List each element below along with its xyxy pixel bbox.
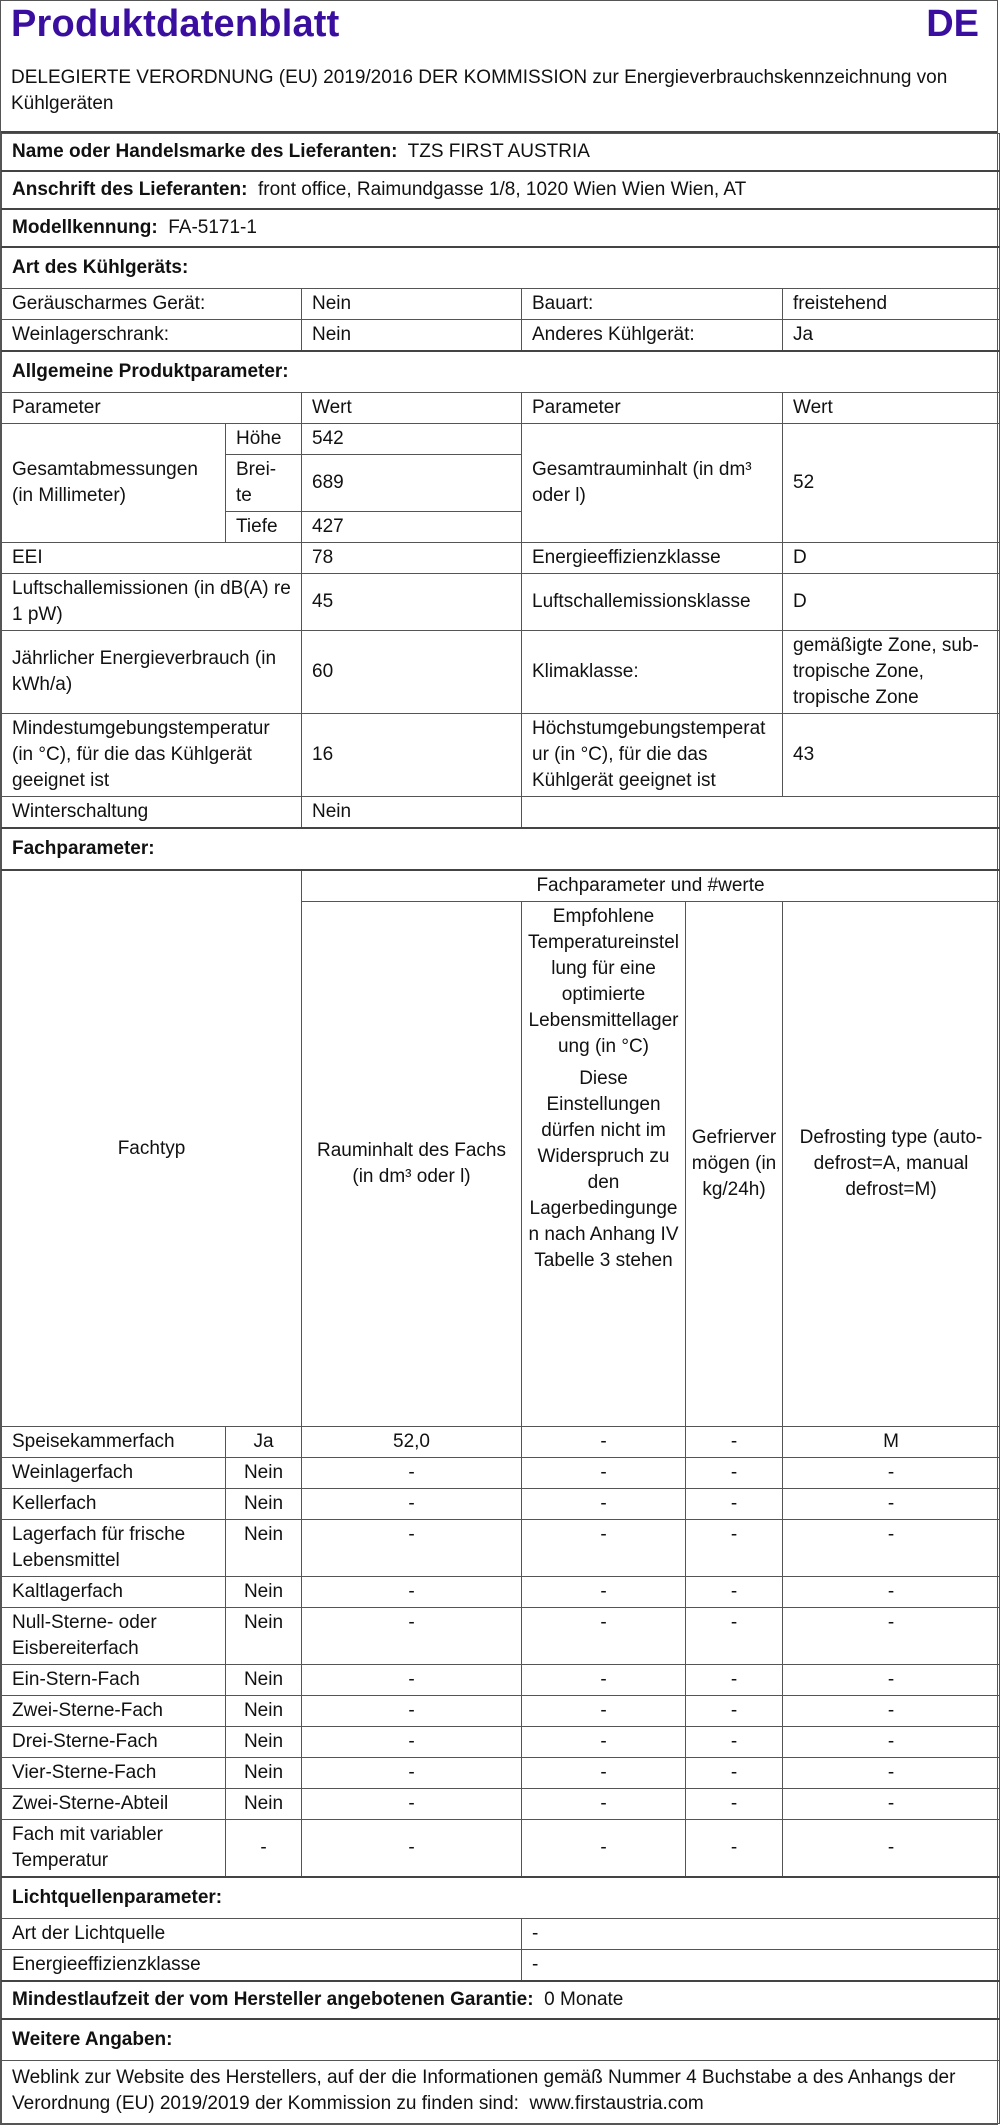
- compartment-defrost: -: [783, 1789, 1000, 1820]
- compartment-present: Nein: [226, 1520, 302, 1577]
- compartment-present: -: [226, 1820, 302, 1878]
- supplier-name-label: Name oder Handelsmarke des Lieferanten:: [12, 141, 398, 162]
- other-appliance-label: Anderes Kühlgerät:: [522, 320, 783, 352]
- compartment-name: Fach mit variabler Temperatur: [2, 1820, 226, 1878]
- dims-height-row: [2, 424, 1000, 455]
- compartment-name: Ein-Stern-Fach: [2, 1665, 226, 1696]
- compartment-present: Nein: [226, 1665, 302, 1696]
- compartment-defrost: -: [783, 1608, 1000, 1665]
- compartment-temp: -: [522, 1820, 686, 1878]
- table-row: [2, 1665, 1000, 1696]
- winter-row: [2, 797, 1000, 829]
- compartment-defrost: M: [783, 1427, 1000, 1458]
- compartment-name: Zwei-Sterne-Fach: [2, 1696, 226, 1727]
- compartment-temp: -: [522, 1427, 686, 1458]
- light-class-value: -: [522, 1950, 1000, 1982]
- compartment-present: Nein: [226, 1696, 302, 1727]
- table-row: [2, 1789, 1000, 1820]
- compartment-defrost: -: [783, 1696, 1000, 1727]
- col-value: Wert: [302, 393, 522, 424]
- wine-cabinet-label: Weinlagerschrank:: [2, 320, 302, 352]
- compartment-volume: -: [302, 1577, 522, 1608]
- compartment-temp: -: [522, 1789, 686, 1820]
- compartment-defrost: -: [783, 1520, 1000, 1577]
- dims-label: Gesamtabmessungen (in Millimeter): [2, 424, 226, 543]
- compartment-temp: -: [522, 1696, 686, 1727]
- defrost-header: Defrosting type (auto-defrost=A, manual defrost=M): [783, 902, 1000, 1427]
- compartment-temp: -: [522, 1608, 686, 1665]
- compartment-temp: -: [522, 1577, 686, 1608]
- supplier-name-value: TZS FIRST AUSTRIA: [407, 141, 590, 162]
- compartment-volume: -: [302, 1696, 522, 1727]
- winter-empty: [522, 797, 1000, 829]
- compartment-volume: -: [302, 1608, 522, 1665]
- col-value-2: Wert: [783, 393, 1000, 424]
- compartment-freeze: -: [686, 1665, 783, 1696]
- compartment-freeze: -: [686, 1608, 783, 1665]
- compartment-present: Nein: [226, 1758, 302, 1789]
- compartment-temp: -: [522, 1520, 686, 1577]
- sheet-title: Produktdatenblatt: [11, 3, 340, 45]
- compartment-volume: -: [302, 1520, 522, 1577]
- table-row: [2, 1758, 1000, 1789]
- compartment-name: Drei-Sterne-Fach: [2, 1727, 226, 1758]
- light-class-label: Energieeffizienzklasse: [2, 1950, 522, 1982]
- noiseclass-value: D: [783, 574, 1000, 631]
- compartment-present: Nein: [226, 1489, 302, 1520]
- further-title: Weitere Angaben:: [2, 2019, 1000, 2061]
- energy-row: [2, 631, 1000, 714]
- language-code: DE: [926, 3, 979, 45]
- noise-label: Luftschallemissionen (in dB(A) re 1 pW): [2, 574, 302, 631]
- general-title: Allgemeine Produktparameter:: [2, 351, 1000, 393]
- maxtemp-value: 43: [783, 714, 1000, 797]
- compartment-freeze: -: [686, 1789, 783, 1820]
- col-param-2: Parameter: [522, 393, 783, 424]
- volume-label: Gesamtrauminhalt (in dm³ oder l): [522, 424, 783, 543]
- sheet-table: [1, 133, 1000, 2124]
- supplier-address-label: Anschrift des Lieferanten:: [12, 179, 248, 200]
- supplier-name-row: [2, 134, 1000, 172]
- manufacturer-weblink[interactable]: www.firstaustria.com: [529, 2093, 704, 2114]
- compartment-freeze: -: [686, 1458, 783, 1489]
- compartment-freeze: -: [686, 1577, 783, 1608]
- eclass-label: Energieeffizienzklasse: [522, 543, 783, 574]
- climate-value: gemäßigte Zone, sub-tropische Zone, tropische Zone: [783, 631, 1000, 714]
- temperature-row: [2, 714, 1000, 797]
- table-row: [2, 1727, 1000, 1758]
- compartment-volume: -: [302, 1758, 522, 1789]
- compartment-defrost: -: [783, 1489, 1000, 1520]
- light-class-row: [2, 1950, 1000, 1982]
- compartment-defrost: -: [783, 1665, 1000, 1696]
- compartment-defrost: -: [783, 1458, 1000, 1489]
- compartments-group-header: Fachparameter und #werte: [302, 870, 1000, 902]
- table-row: [2, 1577, 1000, 1608]
- energy-value: 60: [302, 631, 522, 714]
- light-title: Lichtquellenparameter:: [2, 1877, 1000, 1919]
- warranty-value: 0 Monate: [544, 1989, 624, 2010]
- energy-label: Jährlicher Energieverbrauch (in kWh/a): [2, 631, 302, 714]
- compartment-freeze: -: [686, 1427, 783, 1458]
- compartment-name: Lagerfach für frische Lebensmittel: [2, 1520, 226, 1577]
- compartment-name: Zwei-Sterne-Abteil: [2, 1789, 226, 1820]
- model-value: FA-5171-1: [168, 217, 257, 238]
- table-row: [2, 1427, 1000, 1458]
- mintemp-value: 16: [302, 714, 522, 797]
- volume-header: Rauminhalt des Fachs (in dm³ oder l): [302, 902, 522, 1427]
- further-title-row: [2, 2019, 1000, 2061]
- compartment-temp: -: [522, 1458, 686, 1489]
- compartment-defrost: -: [783, 1758, 1000, 1789]
- wine-cabinet-value: Nein: [302, 320, 522, 352]
- compartment-defrost: -: [783, 1727, 1000, 1758]
- compartment-temp: -: [522, 1727, 686, 1758]
- model-row: [2, 209, 1000, 247]
- compartments-group-header-row: [2, 870, 1000, 902]
- table-row: [2, 1520, 1000, 1577]
- col-param: Parameter: [2, 393, 302, 424]
- compartments-title: Fachparameter:: [2, 828, 1000, 870]
- compartments-title-row: [2, 828, 1000, 870]
- light-type-label: Art der Lichtquelle: [2, 1919, 522, 1950]
- low-noise-label: Geräuscharmes Gerät:: [2, 289, 302, 320]
- model-label: Modellkennung:: [12, 217, 158, 238]
- depth-label: Tiefe: [226, 512, 302, 543]
- further-text-row: [2, 2061, 1000, 2124]
- height-value: 542: [302, 424, 522, 455]
- further-text: Weblink zur Website des Herstellers, auf der die Informationen gemäß Nummer 4 Buchstabe a des Anhangs der Verordnung (EU) 2019/2019 der Kommission zu finden sind:: [12, 2067, 956, 2114]
- light-type-value: -: [522, 1919, 1000, 1950]
- compartment-freeze: -: [686, 1820, 783, 1878]
- table-row: [2, 1608, 1000, 1665]
- low-noise-value: Nein: [302, 289, 522, 320]
- compartment-defrost: -: [783, 1577, 1000, 1608]
- compartment-volume: -: [302, 1665, 522, 1696]
- appliance-type-row: [2, 320, 1000, 352]
- compartment-present: Nein: [226, 1727, 302, 1758]
- temp-header-note: Diese Einstellungen dürfen nicht im Widerspruch zu den Lagerbedingungen nach Anhang IV Tabelle 3 stehen: [528, 1068, 679, 1271]
- table-row: [2, 1458, 1000, 1489]
- light-title-row: [2, 1877, 1000, 1919]
- compartment-present: Nein: [226, 1608, 302, 1665]
- warranty-label: Mindestlaufzeit der vom Hersteller angebotenen Garantie:: [12, 1989, 534, 2010]
- compartment-present: Nein: [226, 1789, 302, 1820]
- compartment-freeze: -: [686, 1758, 783, 1789]
- compartment-volume: -: [302, 1458, 522, 1489]
- design-value: freistehend: [783, 289, 1000, 320]
- eei-row: [2, 543, 1000, 574]
- compartment-freeze: -: [686, 1520, 783, 1577]
- width-label: Brei-te: [226, 455, 302, 512]
- compartment-volume: -: [302, 1789, 522, 1820]
- height-label: Höhe: [226, 424, 302, 455]
- compartment-name: Kellerfach: [2, 1489, 226, 1520]
- sheet-header: [1, 1, 997, 55]
- compartment-freeze: -: [686, 1696, 783, 1727]
- light-type-row: [2, 1919, 1000, 1950]
- other-appliance-value: Ja: [783, 320, 1000, 352]
- compartment-freeze: -: [686, 1489, 783, 1520]
- table-row: [2, 1489, 1000, 1520]
- compartment-temp: -: [522, 1489, 686, 1520]
- compartment-name: Weinlagerfach: [2, 1458, 226, 1489]
- regulation-text: DELEGIERTE VERORDNUNG (EU) 2019/2016 DER KOMMISSION zur Energieverbrauchskennzeichnung von Kühlgeräten: [1, 55, 997, 133]
- eclass-value: D: [783, 543, 1000, 574]
- compartment-defrost: -: [783, 1820, 1000, 1878]
- compartment-volume: -: [302, 1727, 522, 1758]
- noise-value: 45: [302, 574, 522, 631]
- maxtemp-label: Höchstumgebungstemperatur (in °C), für die das Kühlgerät geeignet ist: [522, 714, 783, 797]
- table-row: [2, 1696, 1000, 1727]
- compartment-volume: -: [302, 1820, 522, 1878]
- compartment-name: Kaltlagerfach: [2, 1577, 226, 1608]
- eei-value: 78: [302, 543, 522, 574]
- supplier-address-value: front office, Raimundgasse 1/8, 1020 Wien Wien Wien, AT: [258, 179, 747, 200]
- appliance-type-row: [2, 289, 1000, 320]
- fachtyp-header: Fachtyp: [2, 870, 302, 1427]
- climate-label: Klimaklasse:: [522, 631, 783, 714]
- freeze-header: Gefriervermögen (in kg/24h): [686, 902, 783, 1427]
- design-label: Bauart:: [522, 289, 783, 320]
- winter-label: Winterschaltung: [2, 797, 302, 829]
- volume-value: 52: [783, 424, 1000, 543]
- compartment-name: Null-Sterne- oder Eisbereiterfach: [2, 1608, 226, 1665]
- compartment-name: Speisekammerfach: [2, 1427, 226, 1458]
- compartment-temp: -: [522, 1758, 686, 1789]
- general-header-row: [2, 393, 1000, 424]
- depth-value: 427: [302, 512, 522, 543]
- width-value: 689: [302, 455, 522, 512]
- table-row: [2, 1820, 1000, 1878]
- compartment-volume: 52,0: [302, 1427, 522, 1458]
- temp-header: Empfohlene Temperatureinstellung für eine optimierte Lebensmittellagerung (in °C): [527, 906, 680, 1057]
- appliance-type-title: Art des Kühlgeräts:: [2, 247, 1000, 289]
- compartment-freeze: -: [686, 1727, 783, 1758]
- appliance-type-title-row: [2, 247, 1000, 289]
- compartment-present: Ja: [226, 1427, 302, 1458]
- mintemp-label: Mindestumgebungstemperatur (in °C), für die das Kühlgerät geeignet ist: [2, 714, 302, 797]
- supplier-address-row: [2, 171, 1000, 209]
- compartment-present: Nein: [226, 1458, 302, 1489]
- compartment-name: Vier-Sterne-Fach: [2, 1758, 226, 1789]
- compartment-temp: -: [522, 1665, 686, 1696]
- noiseclass-label: Luftschallemissionsklasse: [522, 574, 783, 631]
- warranty-row: [2, 1981, 1000, 2019]
- winter-value: Nein: [302, 797, 522, 829]
- compartment-volume: -: [302, 1489, 522, 1520]
- noise-row: [2, 574, 1000, 631]
- eei-label: EEI: [2, 543, 302, 574]
- compartment-present: Nein: [226, 1577, 302, 1608]
- general-title-row: [2, 351, 1000, 393]
